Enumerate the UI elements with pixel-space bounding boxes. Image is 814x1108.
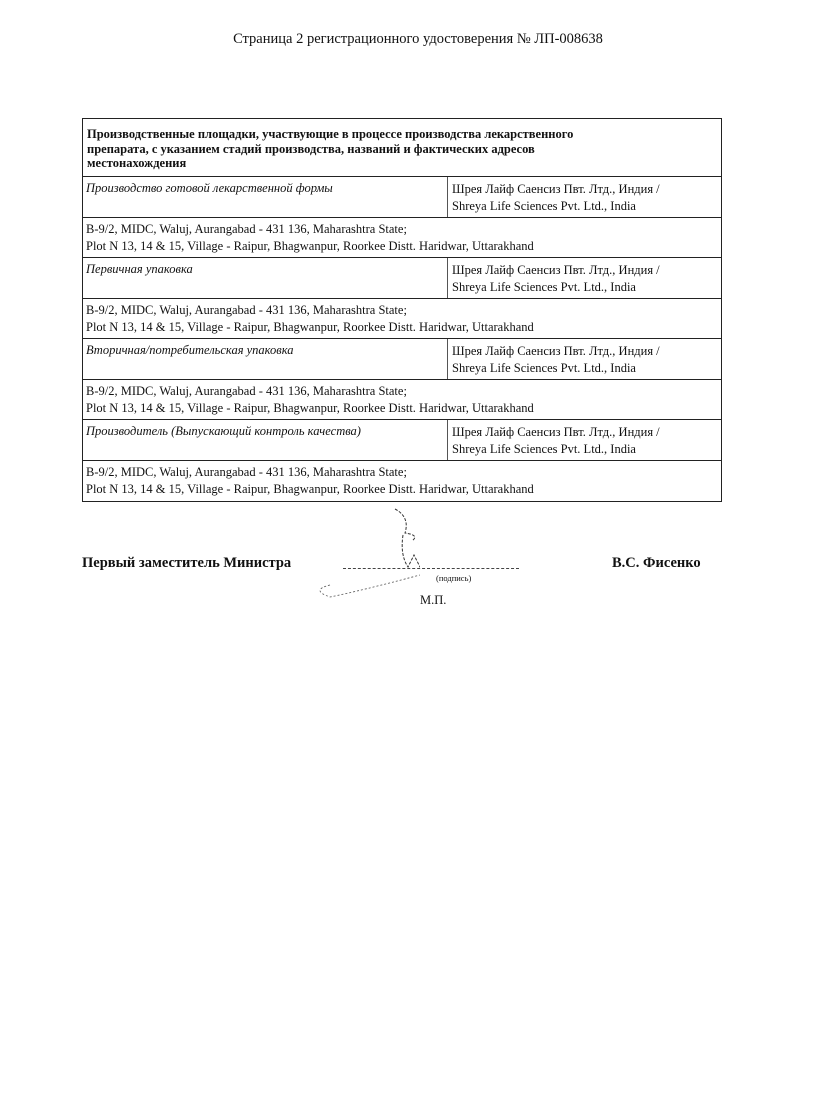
handwritten-signature xyxy=(300,505,420,600)
manufacturer-name xyxy=(448,258,721,298)
address-row xyxy=(83,218,721,258)
stage-row xyxy=(83,177,721,218)
address-row xyxy=(83,299,721,339)
manufacturer-name xyxy=(448,177,721,217)
stage-row xyxy=(83,258,721,299)
manufacturing-sites-table xyxy=(82,118,722,502)
manufacturer-name-en: Shreya Life Sciences Pvt. Ltd., India xyxy=(452,199,636,213)
stamp-place: М.П. xyxy=(420,593,447,607)
manufacturer-name-ru: Шрея Лайф Саенсиз Пвт. Лтд., Индия / xyxy=(452,182,660,196)
manufacturer-name-ru: Шрея Лайф Саенсиз Пвт. Лтд., Индия / xyxy=(452,425,660,439)
manufacturer-name xyxy=(448,420,721,460)
manufacturer-name-ru: Шрея Лайф Саенсиз Пвт. Лтд., Индия / xyxy=(452,263,660,277)
address-row xyxy=(83,380,721,420)
manufacturer-name-en: Shreya Life Sciences Pvt. Ltd., India xyxy=(452,361,636,375)
address-line: B-9/2, MIDC, Waluj, Aurangabad - 431 136, Maharashtra State; xyxy=(86,465,407,479)
address-line: B-9/2, MIDC, Waluj, Aurangabad - 431 136, Maharashtra State; xyxy=(86,222,407,236)
stage-name: Производитель (Выпускающий контроль качества) xyxy=(83,420,448,460)
stage-row xyxy=(83,420,721,461)
header-line: препарата, с указанием стадий производства, названий и фактических адресов xyxy=(87,141,535,156)
address-line: Plot N 13, 14 & 15, Village - Raipur, Bhagwanpur, Roorkee Distt. Haridwar, Uttarakhand xyxy=(86,320,534,334)
manufacturer-name-en: Shreya Life Sciences Pvt. Ltd., India xyxy=(452,280,636,294)
table-header xyxy=(83,119,721,177)
stage-name: Первичная упаковка xyxy=(83,258,448,298)
header-line: местонахождения xyxy=(87,156,187,170)
stage-row xyxy=(83,339,721,380)
manufacturer-name xyxy=(448,339,721,379)
address-line: B-9/2, MIDC, Waluj, Aurangabad - 431 136, Maharashtra State; xyxy=(86,303,407,317)
stage-name: Вторичная/потребительская упаковка xyxy=(83,339,448,379)
signature-caption: (подпись) xyxy=(436,573,472,583)
manufacturer-name-en: Shreya Life Sciences Pvt. Ltd., India xyxy=(452,442,636,456)
address-row xyxy=(83,461,721,501)
signer-name: В.С. Фисенко xyxy=(612,555,701,571)
address-line: Plot N 13, 14 & 15, Village - Raipur, Bhagwanpur, Roorkee Distt. Haridwar, Uttarakhand xyxy=(86,482,534,496)
page-title: Страница 2 регистрационного удостоверения № ЛП-008638 xyxy=(233,31,603,47)
address-line: Plot N 13, 14 & 15, Village - Raipur, Bhagwanpur, Roorkee Distt. Haridwar, Uttarakhand xyxy=(86,401,534,415)
address-line: Plot N 13, 14 & 15, Village - Raipur, Bhagwanpur, Roorkee Distt. Haridwar, Uttarakhand xyxy=(86,239,534,253)
address-line: B-9/2, MIDC, Waluj, Aurangabad - 431 136, Maharashtra State; xyxy=(86,384,407,398)
header-line: Производственные площадки, участвующие в процессе производства лекарственного xyxy=(87,127,574,141)
manufacturer-name-ru: Шрея Лайф Саенсиз Пвт. Лтд., Индия / xyxy=(452,344,660,358)
stage-name: Производство готовой лекарственной формы xyxy=(83,177,448,217)
signer-position: Первый заместитель Министра xyxy=(82,555,292,571)
